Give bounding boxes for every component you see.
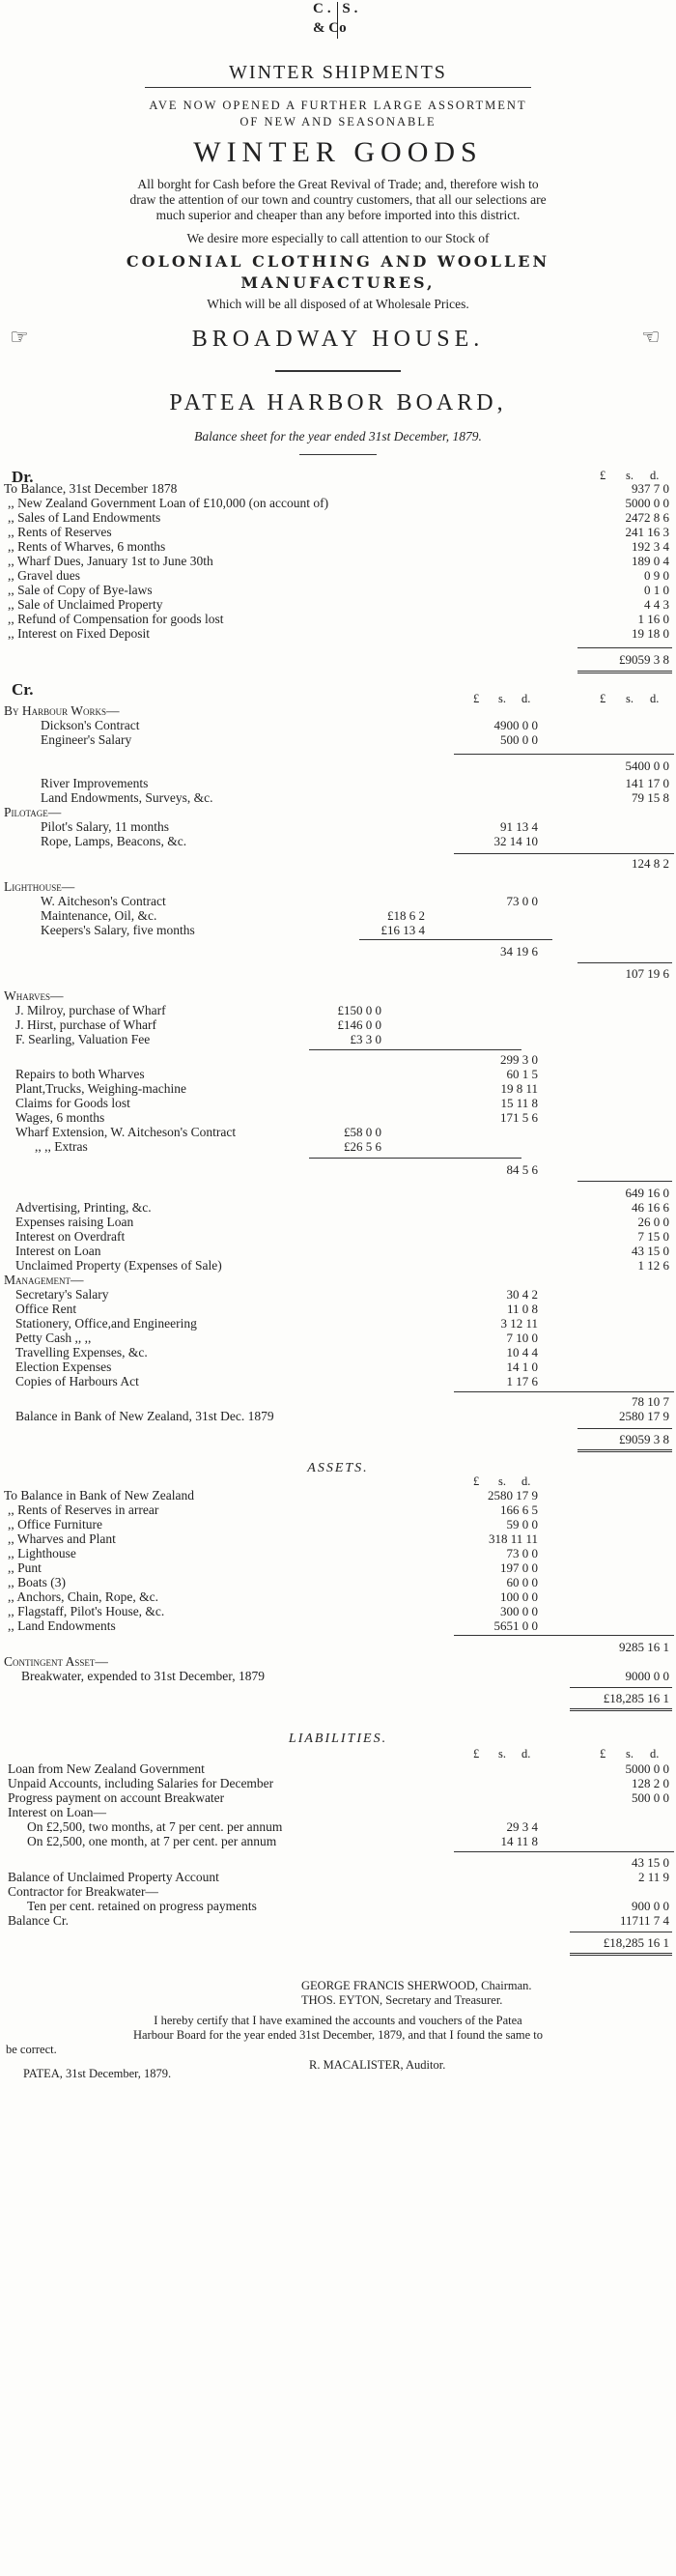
cr-total: £9059 3 8	[619, 1432, 669, 1446]
wharves-total-rule	[577, 1181, 672, 1182]
assets-row-amount: 318 11 11	[488, 1531, 538, 1546]
cr-row-inner: £146 0 0	[337, 1017, 381, 1032]
cr-row-amount: 10 4 4	[506, 1345, 538, 1360]
cr-row-label: Interest on Overdraft	[15, 1229, 126, 1244]
cr-col-pound-inner: £	[473, 692, 480, 705]
cr-total-rule	[577, 1428, 672, 1429]
assets-heading: ASSETS.	[307, 1461, 369, 1475]
liab-row-amount: 500 0 0	[632, 1790, 669, 1805]
dr-row-amount: 0 1 0	[644, 583, 669, 597]
contingent-heading: Contingent Asset—	[4, 1654, 108, 1669]
dr-row-label: ,, Rents of Reserves	[8, 525, 112, 539]
balance-amount: 11711 7 4	[619, 1913, 669, 1928]
liab-col-shilling-inner: s.	[498, 1747, 506, 1760]
liab-col-pound: £	[600, 1747, 606, 1760]
cr-row-amount: 32 14 10	[493, 834, 538, 848]
cr-row-label: Wages, 6 months	[15, 1110, 105, 1125]
dr-row-label: ,, Sale of Unclaimed Property	[8, 597, 163, 612]
assets-row-label: ,, Office Furniture	[8, 1517, 102, 1531]
cr-row-amount: 1 12 6	[637, 1258, 669, 1273]
contractor-heading: Contractor for Breakwater—	[8, 1884, 158, 1899]
cr-col-pound: £	[600, 692, 606, 705]
cr-row-amount: 4900 0 0	[493, 718, 538, 732]
balance-label: Balance Cr.	[8, 1913, 69, 1928]
contingent-amount: 9000 0 0	[625, 1669, 669, 1683]
dr-col-pence: d.	[650, 469, 660, 482]
logo	[307, 0, 369, 39]
cr-row-amount: 11 0 8	[506, 1302, 538, 1316]
cr-row-inner: £150 0 0	[337, 1003, 381, 1017]
cr-row-label: Keepers's Salary, five months	[41, 923, 195, 937]
cr-row-label: F. Searling, Valuation Fee	[15, 1032, 151, 1046]
cr-row-label: Petty Cash ,, ,,	[15, 1331, 92, 1345]
light-grand-total: 107 19 6	[625, 966, 669, 981]
dr-total-double-rule	[577, 671, 672, 673]
cr-row-label: Pilot's Salary, 11 months	[41, 819, 170, 834]
interest-heading: Interest on Loan—	[8, 1805, 106, 1819]
headline-underline	[145, 87, 531, 88]
river-label: River Improvements	[41, 776, 149, 790]
assets-row-amount: 2580 17 9	[488, 1488, 538, 1503]
cr-row-amount: 3 12 11	[500, 1316, 538, 1331]
light-inner-rule	[359, 939, 552, 940]
mgmt-total: 78 10 7	[632, 1394, 669, 1409]
liab-row-inner: 14 11 8	[500, 1834, 538, 1848]
advert-bold-line2: MANUFACTURES,	[240, 273, 436, 292]
cr-col-pence: d.	[650, 692, 660, 705]
assets-row-amount: 166 6 5	[500, 1503, 538, 1517]
pointing-hand-icon-left: ☞	[10, 325, 29, 349]
cr-row-inner: £3 3 0	[350, 1032, 381, 1046]
cert-auditor: R. MACALISTER, Auditor.	[309, 2058, 446, 2072]
cr-row-label: Rope, Lamps, Beacons, &c.	[41, 834, 187, 848]
cr-col-shilling-inner: s.	[498, 692, 506, 705]
dr-row-amount: 192 3 4	[632, 539, 669, 554]
contractor-amount: 900 0 0	[632, 1899, 669, 1913]
cert-line2: Harbour Board for the year ended 31st December, 1879, and that I found the same to	[132, 2028, 543, 2042]
mgmt-rule	[454, 1391, 674, 1392]
assets-col-pound: £	[473, 1474, 480, 1488]
cr-row-label: Plant,Trucks, Weighing-machine	[15, 1081, 187, 1096]
advert-sub1: AVE NOW OPENED A FURTHER LARGE ASSORTMENT	[149, 99, 527, 112]
dr-row-amount: 19 18 0	[632, 626, 669, 641]
dr-row-label: ,, Wharf Dues, January 1st to June 30th	[8, 554, 213, 568]
cr-row-amount: 26 0 0	[637, 1215, 669, 1229]
cr-row-amount: 19 8 11	[500, 1081, 538, 1096]
assets-row-amount: 5651 0 0	[493, 1618, 538, 1633]
advert-bold-line1: COLONIAL CLOTHING AND WOOLLEN	[126, 252, 550, 271]
cr-col-pence-inner: d.	[521, 692, 531, 705]
signature-secretary: THOS. EYTON, Secretary and Treasurer.	[301, 1993, 503, 2007]
pointing-hand-icon-right: ☜	[641, 325, 661, 349]
cr-row-amount: 7 10 0	[506, 1331, 538, 1345]
dr-row-amount: 189 0 4	[632, 554, 669, 568]
assets-row-amount: 300 0 0	[500, 1604, 538, 1618]
pilot-total: 124 8 2	[632, 856, 669, 871]
dr-row-label: To Balance, 31st December 1878	[4, 481, 178, 496]
assets-subtotal: 9285 16 1	[619, 1640, 669, 1654]
dr-row-label: ,, Sales of Land Endowments	[8, 510, 161, 525]
section-divider	[275, 370, 401, 372]
wharves-a-rule	[309, 1049, 521, 1050]
cr-row-label: Maintenance, Oil, &c.	[41, 908, 157, 923]
cr-row-label: Stationery, Office,and Engineering	[15, 1316, 197, 1331]
dr-row-amount: 2472 8 6	[625, 510, 669, 525]
dr-row-label: ,, New Zealand Government Loan of £10,000 (on account of)	[8, 496, 329, 510]
extras-label: ,, ,, Extras	[35, 1139, 88, 1154]
cr-row-label: Travelling Expenses, &c.	[15, 1345, 148, 1360]
liab-row-amount: 128 2 0	[632, 1776, 669, 1790]
assets-row-label: ,, Wharves and Plant	[8, 1531, 116, 1546]
assets-row-label: To Balance in Bank of New Zealand	[4, 1488, 194, 1503]
unclaimed-label: Balance of Unclaimed Property Account	[8, 1870, 219, 1884]
cr-row-label: J. Hirst, purchase of Wharf	[15, 1017, 156, 1032]
liab-row-label: Loan from New Zealand Government	[8, 1761, 205, 1776]
interest-total: 43 15 0	[632, 1855, 669, 1870]
cr-row-label: Copies of Harbours Act	[15, 1374, 139, 1388]
advert-para3: Which will be all disposed of at Wholesale Prices.	[207, 297, 469, 311]
assets-row-amount: 59 0 0	[506, 1517, 538, 1531]
dr-row-label: ,, Refund of Compensation for goods lost	[8, 612, 224, 626]
dr-row-amount: 937 7 0	[632, 481, 669, 496]
liab-col-pound-inner: £	[473, 1747, 480, 1760]
liab-row-inner: 29 3 4	[506, 1819, 538, 1834]
assets-total-rule	[570, 1687, 672, 1688]
cr-row-amount: 43 15 0	[632, 1244, 669, 1258]
advert-sub2: OF NEW AND SEASONABLE	[239, 115, 437, 129]
cr-row-label: Secretary's Salary	[15, 1287, 109, 1302]
cr-row-amount: 171 5 6	[500, 1110, 538, 1125]
cr-row-amount: 60 1 5	[506, 1067, 538, 1081]
management-heading: Management—	[4, 1273, 84, 1287]
cr-row-label: Interest on Loan	[15, 1244, 101, 1258]
cr-row-amount: 73 0 0	[506, 894, 538, 908]
cr-total-double-rule	[577, 1449, 672, 1452]
interest-rule	[454, 1851, 674, 1852]
assets-row-label: ,, Punt	[8, 1560, 42, 1575]
dr-row-amount: 241 16 3	[625, 525, 669, 539]
liab-row-amount: 5000 0 0	[625, 1761, 669, 1776]
bank-amount: 2580 17 9	[619, 1409, 669, 1423]
cert-place-date: PATEA, 31st December, 1879.	[23, 2067, 172, 2080]
contractor-label: Ten per cent. retained on progress payments	[27, 1899, 257, 1913]
pilot-subtotal-rule	[454, 853, 674, 854]
cr-row-label: Advertising, Printing, &c.	[15, 1200, 152, 1215]
liab-col-pence: d.	[650, 1747, 660, 1760]
advert-title: WINTER GOODS	[193, 136, 483, 168]
cr-row-amount: 1 17 6	[506, 1374, 538, 1388]
assets-row-amount: 60 0 0	[506, 1575, 538, 1589]
extension-rule	[309, 1158, 521, 1159]
cr-row-amount: 14 1 0	[506, 1360, 538, 1374]
signature-chairman: GEORGE FRANCIS SHERWOOD, Chairman.	[301, 1979, 532, 1992]
liab-col-shilling: s.	[626, 1747, 634, 1760]
assets-row-label: ,, Rents of Reserves in arrear	[8, 1503, 159, 1517]
assets-col-shilling: s.	[498, 1474, 506, 1488]
assets-row-label: ,, Boats (3)	[8, 1575, 66, 1589]
assets-row-label: ,, Anchors, Chain, Rope, &c.	[8, 1589, 158, 1604]
harbour-total: 5400 0 0	[625, 758, 669, 773]
liab-row-label: On £2,500, two months, at 7 per cent. per annum	[27, 1819, 283, 1834]
dr-col-shilling: s.	[626, 469, 634, 482]
harbour-works-heading: By Harbour Works—	[4, 703, 120, 718]
liab-row-label: On £2,500, one month, at 7 per cent. per annum	[27, 1834, 277, 1848]
cr-row-amount: 500 0 0	[500, 732, 538, 747]
liab-row-label: Unpaid Accounts, including Salaries for December	[8, 1776, 274, 1790]
cr-row-label: Dickson's Contract	[41, 718, 140, 732]
dr-row-label: ,, Interest on Fixed Deposit	[8, 626, 150, 641]
assets-row-label: ,, Flagstaff, Pilot's House, &c.	[8, 1604, 165, 1618]
dr-row-amount: 4 4 3	[644, 597, 669, 612]
cr-row-amount: 30 4 2	[506, 1287, 538, 1302]
cr-row-label: J. Milroy, purchase of Wharf	[15, 1003, 166, 1017]
cr-row-amount: 46 16 6	[632, 1200, 669, 1215]
light-grand-rule	[577, 962, 672, 963]
pilotage-heading: Pilotage—	[4, 805, 62, 819]
liabilities-heading: LIABILITIES.	[288, 1732, 388, 1746]
cr-heading: Cr.	[12, 680, 34, 699]
light-total: 34 19 6	[500, 944, 538, 959]
wharves-heading: Wharves—	[4, 988, 64, 1003]
cr-row-label: Repairs to both Wharves	[15, 1067, 145, 1081]
cr-row-inner: £18 6 2	[387, 908, 425, 923]
assets-row-amount: 197 0 0	[500, 1560, 538, 1575]
cr-row-label: Engineer's Salary	[41, 732, 132, 747]
dr-row-amount: 1 16 0	[637, 612, 669, 626]
dr-total-rule	[577, 647, 672, 648]
assets-sub-rule	[454, 1635, 674, 1636]
assets-row-label: ,, Lighthouse	[8, 1546, 76, 1560]
advert-headline: WINTER SHIPMENTS	[229, 62, 447, 83]
liab-total-double-rule	[570, 1953, 672, 1956]
cr-row-label: Unclaimed Property (Expenses of Sale)	[15, 1258, 222, 1273]
liab-total: £18,285 16 1	[603, 1935, 669, 1950]
cr-row-label: W. Aitcheson's Contract	[41, 894, 166, 908]
assets-total: £18,285 16 1	[603, 1691, 669, 1705]
assets-col-pence: d.	[521, 1474, 531, 1488]
logo-bottom: & Co	[313, 20, 347, 36]
dr-col-pound: £	[600, 469, 606, 482]
bank-label: Balance in Bank of New Zealand, 31st Dec. 1879	[15, 1409, 274, 1423]
land-amount: 79 15 8	[632, 790, 669, 805]
board-title: PATEA HARBOR BOARD,	[169, 390, 507, 415]
liab-col-pence-inner: d.	[521, 1747, 531, 1760]
assets-row-amount: 73 0 0	[506, 1546, 538, 1560]
cr-col-shilling: s.	[626, 692, 634, 705]
dr-total: £9059 3 8	[619, 652, 669, 667]
broadway-house: BROADWAY HOUSE.	[191, 327, 485, 352]
wharves-a-total: 299 3 0	[500, 1052, 538, 1067]
logo-top: C. S.	[313, 1, 362, 16]
cr-row-label: Claims for Goods lost	[15, 1096, 130, 1110]
cr-row-amount: 15 11 8	[500, 1096, 538, 1110]
dr-row-amount: 0 9 0	[644, 568, 669, 583]
dr-row-label: ,, Sale of Copy of Bye-laws	[8, 583, 153, 597]
cert-line1: I hereby certify that I have examined the accounts and vouchers of the Patea	[154, 2014, 522, 2027]
cr-row-label: Office Rent	[15, 1302, 77, 1316]
harbour-subtotal-rule	[454, 754, 674, 755]
cr-row-amount: 7 15 0	[637, 1229, 669, 1244]
wharves-total: 649 16 0	[625, 1186, 669, 1200]
advert-para1-line1: All borght for Cash before the Great Revival of Trade; and, therefore wish to	[137, 177, 539, 191]
advert-para1-line2: draw the attention of our town and country customers, that all our selections are	[129, 192, 547, 207]
cr-row-inner: £16 13 4	[380, 923, 425, 937]
extension-inner: £58 0 0	[344, 1125, 381, 1139]
dr-row-label: ,, Gravel dues	[8, 568, 80, 583]
advert-para1-line3: much superior and cheaper than any before imported into this district.	[155, 208, 521, 222]
lighthouse-heading: Lighthouse—	[4, 879, 75, 894]
cert-line3: be correct.	[6, 2043, 57, 2056]
assets-total-double-rule	[570, 1708, 672, 1711]
cr-row-label: Expenses raising Loan	[15, 1215, 134, 1229]
board-subtitle: Balance sheet for the year ended 31st December, 1879.	[194, 429, 482, 444]
dr-row-amount: 5000 0 0	[625, 496, 669, 510]
cr-row-label: Election Expenses	[15, 1360, 112, 1374]
extension-total: 84 5 6	[506, 1162, 538, 1177]
dr-row-label: ,, Rents of Wharves, 6 months	[8, 539, 166, 554]
liab-row-label: Progress payment on account Breakwater	[8, 1790, 225, 1805]
unclaimed-amount: 2 11 9	[637, 1870, 669, 1884]
extras-inner: £26 5 6	[344, 1139, 381, 1154]
assets-row-label: ,, Land Endowments	[8, 1618, 116, 1633]
land-label: Land Endowments, Surveys, &c.	[41, 790, 213, 805]
assets-row-amount: 100 0 0	[500, 1589, 538, 1604]
dr-heading: Dr.	[12, 468, 34, 486]
river-amount: 141 17 0	[625, 776, 669, 790]
advert-para2: We desire more especially to call attention to our Stock of	[186, 231, 490, 245]
subtitle-underline	[299, 454, 377, 455]
cr-row-amount: 91 13 4	[500, 819, 538, 834]
contingent-label: Breakwater, expended to 31st December, 1879	[21, 1669, 265, 1683]
extension-label: Wharf Extension, W. Aitcheson's Contract	[15, 1125, 237, 1139]
